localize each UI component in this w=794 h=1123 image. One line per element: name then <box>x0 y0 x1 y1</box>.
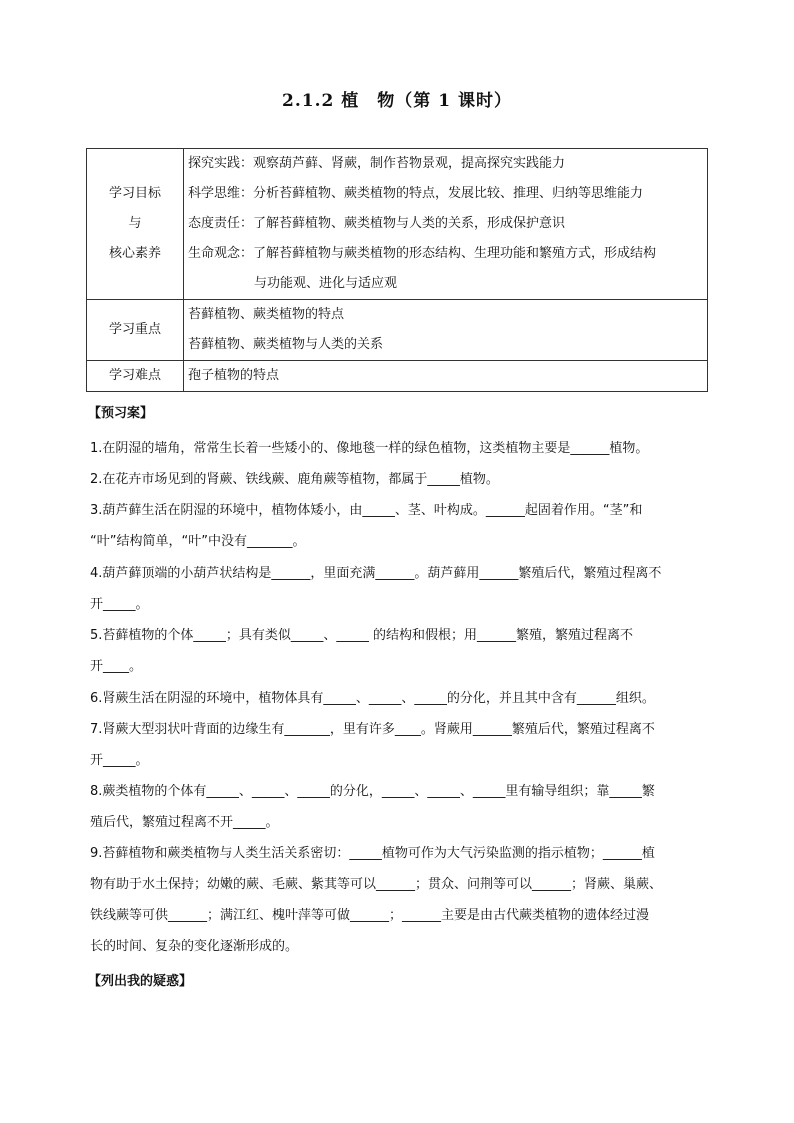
question-3 <box>90 495 710 557</box>
question-5 <box>90 620 710 682</box>
goal-line: 与功能观、进化与适应观 <box>254 276 398 291</box>
question-line: 开____。 <box>90 659 143 674</box>
question-line: 殖后代，繁殖过程离不开_____。 <box>90 815 279 830</box>
question-9 <box>90 838 710 962</box>
question-line: “叶”结构简单，“叶”中没有_______。 <box>90 534 306 549</box>
page-title: 2.1.2 植 物（第 1 课时） <box>282 91 512 111</box>
doubts-heading: 【列出我的疑惑】 <box>88 974 193 989</box>
goal-line: 态度责任：了解苔藓植物、蕨类植物与人类的关系，形成保护意识 <box>188 216 566 231</box>
focus-row <box>87 300 708 361</box>
goals-label-line: 与 <box>128 216 142 231</box>
focus-label: 学习重点 <box>87 300 184 361</box>
goals-label <box>87 149 184 300</box>
question-line: 8.蕨类植物的个体有_____、_____、_____的分化，_____、_____、_____里有输导组织；靠_____繁 <box>90 784 655 799</box>
question-line: 9.苔藓植物和蕨类植物与人类生活关系密切：_____植物可作为大气污染监测的指示植物；______植 <box>90 846 655 861</box>
question-4 <box>90 558 710 620</box>
difficulty-line: 孢子植物的特点 <box>188 368 280 383</box>
learning-goals-table <box>86 148 708 392</box>
question-6 <box>90 683 710 714</box>
question-1 <box>90 433 710 464</box>
goal-line: 生命观念：了解苔藓植物与蕨类植物的形态结构、生理功能和繁殖方式，形成结构 <box>188 246 657 261</box>
question-line: 物有助于水土保持；幼嫩的蕨、毛蕨、紫萁等可以______；贯众、问荆等可以______；肾蕨、巢蕨、 <box>90 877 663 892</box>
question-line: 5.苔藓植物的个体_____；具有类似_____、_____ 的结构和假根；用______繁殖，繁殖过程离不 <box>90 628 634 643</box>
focus-line: 苔藓植物、蕨类植物与人类的关系 <box>188 337 384 352</box>
goals-row <box>87 149 708 300</box>
question-8 <box>90 776 710 838</box>
question-line: 3.葫芦藓生活在阴湿的环境中，植物体矮小，由_____、茎、叶构成。______起固着作用。“茎”和 <box>90 503 643 518</box>
question-7 <box>90 714 710 776</box>
question-line: 2.在花卉市场见到的肾蕨、铁线蕨、鹿角蕨等植物，都属于_____植物。 <box>90 472 499 487</box>
question-line: 长的时间、复杂的变化逐渐形成的。 <box>90 939 299 954</box>
question-line: 4.葫芦藓顶端的小葫芦状结构是______，里面充满______。葫芦藓用______繁殖后代，繁殖过程离不 <box>90 566 662 581</box>
question-line: 6.肾蕨生活在阴湿的环境中，植物体具有_____、_____、_____的分化，并且其中含有______组织。 <box>90 691 655 706</box>
preview-heading: 【预习案】 <box>88 406 154 421</box>
question-line: 1.在阴湿的墙角，常常生长着一些矮小的、像地毯一样的绿色植物，这类植物主要是______植物。 <box>90 441 649 456</box>
goals-content <box>184 149 708 300</box>
goal-line: 科学思维：分析苔藓植物、蕨类植物的特点，发展比较、推理、归纳等思维能力 <box>188 186 644 201</box>
question-2 <box>90 464 710 495</box>
focus-line: 苔藓植物、蕨类植物的特点 <box>188 307 345 322</box>
difficulty-label: 学习难点 <box>87 361 184 392</box>
difficulty-content <box>184 361 708 392</box>
question-line: 7.肾蕨大型羽状叶背面的边缘生有_______，里有许多____。肾蕨用______繁殖后代，繁殖过程离不 <box>90 722 655 737</box>
focus-content <box>184 300 708 361</box>
question-line: 开_____。 <box>90 597 149 612</box>
question-line: 铁线蕨等可供______；满江红、槐叶萍等可做______；______主要是由古代蕨类植物的遗体经过漫 <box>90 908 650 923</box>
difficulty-row <box>87 361 708 392</box>
question-line: 开_____。 <box>90 753 149 768</box>
goals-label-line: 学习目标 <box>108 186 161 201</box>
goal-line: 探究实践：观察葫芦藓、肾蕨，制作苔物景观，提高探究实践能力 <box>188 156 566 171</box>
goals-label-line: 核心素养 <box>108 246 161 261</box>
